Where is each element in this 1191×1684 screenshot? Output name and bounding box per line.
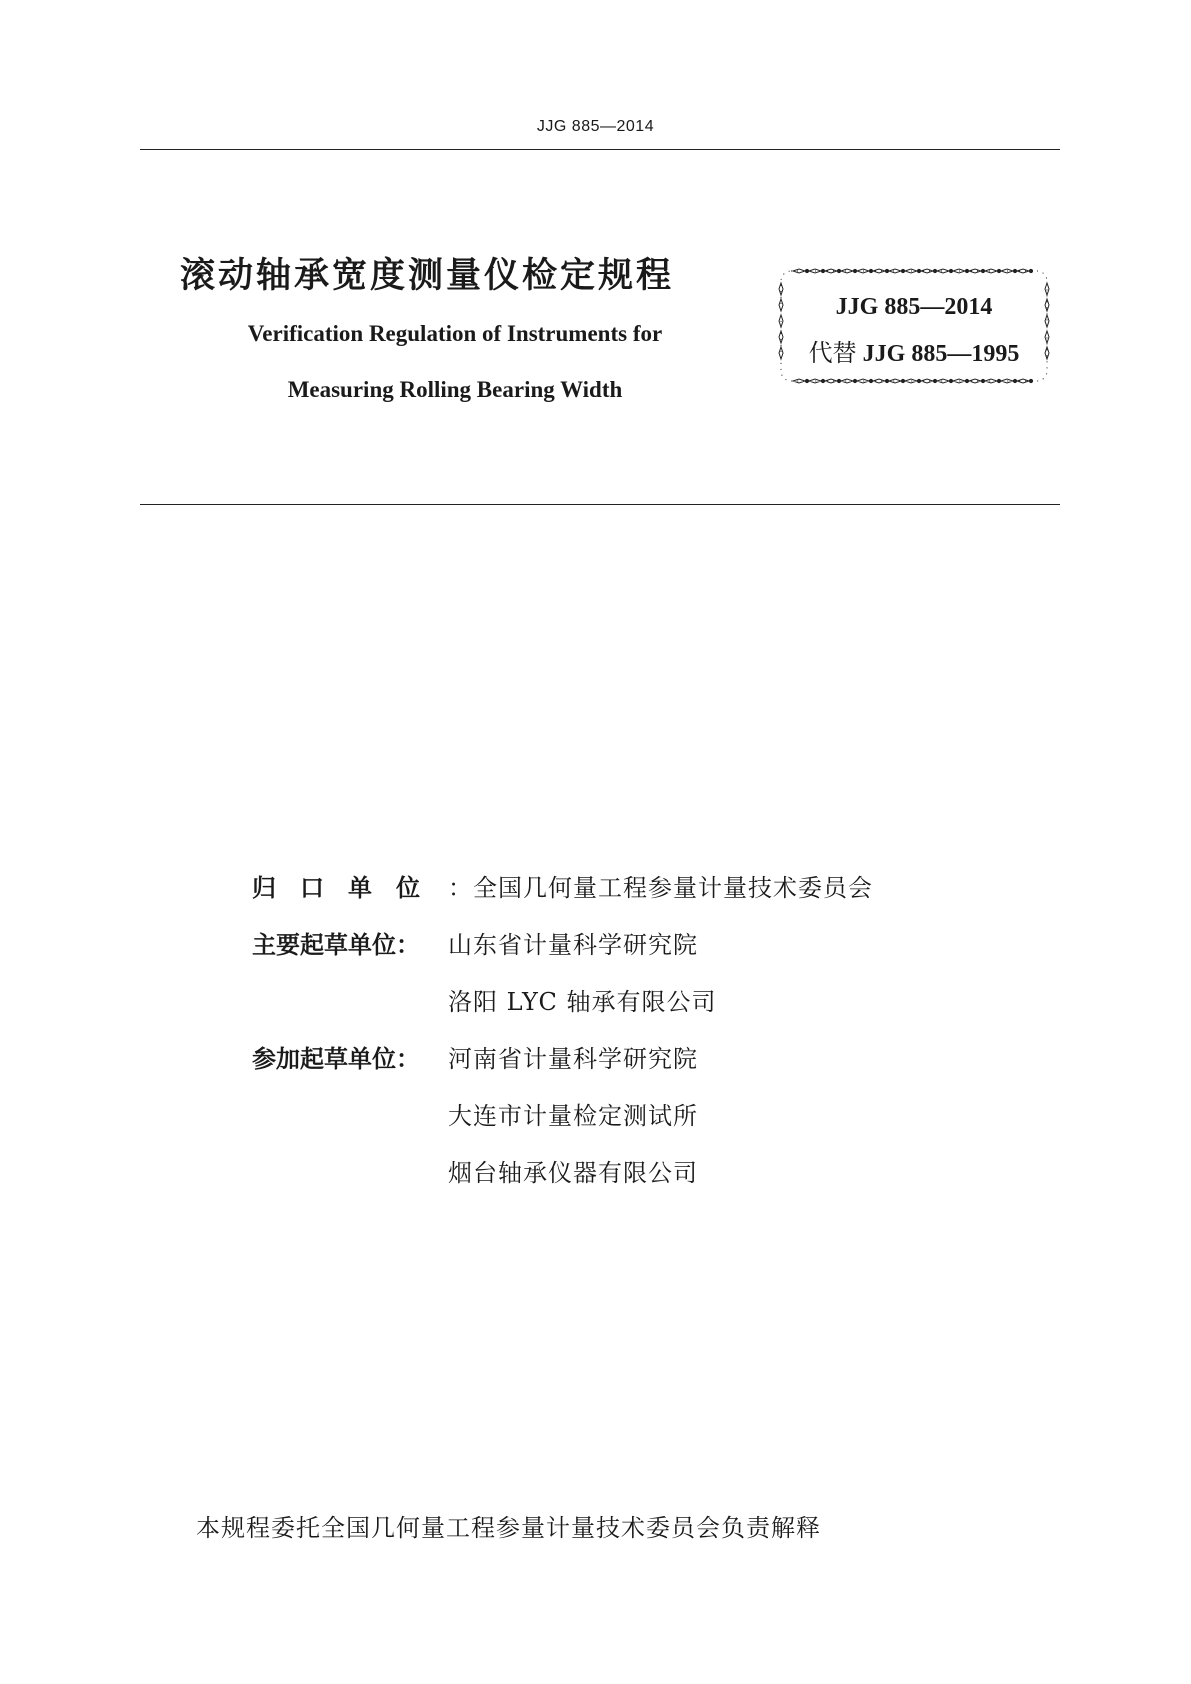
responsible-unit-label: 归 口 单 位 (252, 874, 420, 902)
standard-number: JJG 885—2014 (835, 294, 993, 320)
document-title-cn: 滚动轴承宽度测量仪检定规程 (180, 256, 675, 296)
participating-drafter-value: 河南省计量科学研究院 (448, 1045, 698, 1073)
participating-drafter-value: 烟台轴承仪器有限公司 (448, 1159, 698, 1187)
main-drafter-label: 主要起草单位： (252, 931, 420, 959)
document-title-en-line2: Measuring Rolling Bearing Width (287, 377, 623, 402)
main-drafter-row (252, 974, 873, 1031)
main-drafter-row (252, 917, 873, 974)
participating-drafter-value: 大连市计量检定测试所 (448, 1102, 698, 1130)
participating-drafter-row (252, 1145, 873, 1202)
participating-drafter-label: 参加起草单位： (252, 1045, 420, 1073)
main-drafter-value: 山东省计量科学研究院 (448, 931, 698, 959)
drafting-organizations (252, 860, 873, 1202)
header-rule (140, 149, 1060, 150)
standard-number-box (775, 265, 1053, 387)
replaces-prefix: 代替 (808, 341, 857, 367)
running-header-code: JJG 885—2014 (536, 118, 655, 135)
replaces-code: JJG 885—1995 (862, 341, 1020, 367)
responsible-unit-row (252, 860, 873, 917)
document-title-en-line1: Verification Regulation of Instruments for (247, 321, 663, 346)
participating-drafter-row (252, 1088, 873, 1145)
main-drafter-value: 洛阳 LYC 轴承有限公司 (448, 988, 717, 1016)
interpretation-note: 本规程委托全国几何量工程参量计量技术委员会负责解释 (196, 1514, 821, 1542)
participating-drafter-row (252, 1031, 873, 1088)
responsible-unit-value: ：全国几何量工程参量计量技术委员会 (448, 874, 873, 902)
replaces-standard (775, 333, 1053, 368)
title-section-rule (140, 504, 1060, 505)
decorative-border (775, 265, 1053, 387)
